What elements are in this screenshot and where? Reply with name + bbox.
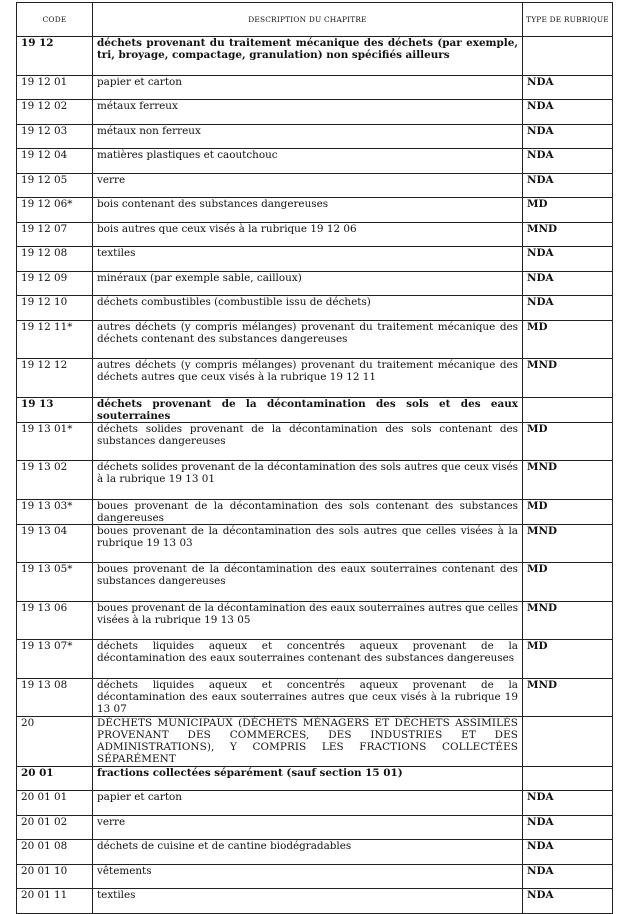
description-cell: bois autres que ceux visés à la rubrique 19 12 06 [93,222,523,247]
table-row [17,864,613,889]
waste-code-cell: 19 12 07 [17,222,93,247]
rubric-type-cell: NDA [523,247,613,272]
description-cell: métaux ferreux [93,100,523,125]
table-row [17,173,613,198]
waste-code-table [16,2,613,914]
rubric-type-cell: MD [523,563,613,602]
table-row [17,149,613,174]
description-cell: autres déchets (y compris mélanges) provenant du traitement mécanique des déchets contenant des substances dangereuses [93,320,523,359]
description-cell: autres déchets (y compris mélanges) provenant du traitement mécanique des déchets autres que ceux visés à la rubrique 19 12 11 [93,359,523,398]
waste-code-cell: 19 12 04 [17,149,93,174]
description-cell: papier et carton [93,791,523,816]
waste-code-cell: 19 12 03 [17,124,93,149]
description-cell: déchets liquides aqueux et concentrés aqueux provenant de la décontamination des eaux souterraines contenant des substances dangereuses [93,640,523,679]
rubric-type-cell: NDA [523,889,613,914]
waste-code-cell: 19 12 08 [17,247,93,272]
table-row [17,222,613,247]
waste-code-cell: 19 12 10 [17,296,93,321]
description-cell: déchets provenant du traitement mécanique des déchets (par exemple, tri, broyage, compactage, granulation) non spécifiés ailleurs [93,37,523,76]
description-cell: textiles [93,247,523,272]
waste-code-cell: 19 13 08 [17,678,93,717]
rubric-type-cell: NDA [523,840,613,865]
rubric-type-cell [523,397,613,422]
table-row [17,359,613,398]
rubric-type-cell [523,717,613,767]
rubric-type-cell [523,37,613,76]
waste-code-cell: 20 [17,717,93,767]
rubric-type-cell [523,766,613,791]
waste-code-cell: 20 01 02 [17,815,93,840]
table-header-row [17,3,613,37]
description-cell: déchets solides provenant de la décontamination des sols autres que ceux visés à la rubrique 19 13 01 [93,461,523,500]
rubric-type-cell: NDA [523,75,613,100]
table-row [17,320,613,359]
rubric-type-cell: MND [523,601,613,640]
description-cell: DÉCHETS MUNICIPAUX (DÉCHETS MÉNAGERS ET DÉCHETS ASSIMILÉS PROVENANT DES COMMERCES, DES INDUSTRIES ET DES ADMINISTRATIONS), Y COMPRIS LES FRACTIONS COLLECTÉES SÉPARÉMENT [93,717,523,767]
rubric-type-cell: MND [523,461,613,500]
description-cell: bois contenant des substances dangereuses [93,198,523,223]
description-cell: boues provenant de la décontamination des eaux souterraines autres que celles visées à la rubrique 19 13 05 [93,601,523,640]
rubric-type-cell: NDA [523,100,613,125]
description-cell: papier et carton [93,75,523,100]
table-row [17,397,613,422]
table-row [17,840,613,865]
table-row [17,563,613,602]
waste-code-cell: 19 12 01 [17,75,93,100]
description-cell: déchets combustibles (combustible issu de déchets) [93,296,523,321]
waste-code-cell: 19 13 06 [17,601,93,640]
table-row [17,640,613,679]
rubric-type-cell: NDA [523,791,613,816]
table-row [17,889,613,914]
waste-code-cell: 19 12 [17,37,93,76]
column-header-description: DESCRIPTION DU CHAPITRE [93,3,523,37]
waste-code-cell: 19 12 06* [17,198,93,223]
rubric-type-cell: MD [523,499,613,524]
rubric-type-cell: MND [523,678,613,717]
table-row [17,461,613,500]
table-row [17,499,613,524]
rubric-type-cell: NDA [523,815,613,840]
description-cell: déchets solides provenant de la décontamination des sols contenant des substances dangereuses [93,422,523,461]
description-cell: boues provenant de la décontamination des eaux souterraines contenant des substances dangereuses [93,563,523,602]
waste-code-cell: 20 01 11 [17,889,93,914]
rubric-type-cell: MD [523,198,613,223]
waste-code-cell: 20 01 10 [17,864,93,889]
table-row [17,247,613,272]
waste-code-cell: 19 13 [17,397,93,422]
waste-code-cell: 19 12 05 [17,173,93,198]
description-cell: matières plastiques et caoutchouc [93,149,523,174]
table-row [17,296,613,321]
waste-code-cell: 19 13 01* [17,422,93,461]
table-body [17,37,613,914]
waste-code-cell: 19 13 05* [17,563,93,602]
description-cell: verre [93,173,523,198]
table-row [17,791,613,816]
rubric-type-cell: MND [523,222,613,247]
description-cell: textiles [93,889,523,914]
rubric-type-cell: MND [523,524,613,563]
table-row [17,717,613,767]
description-cell: boues provenant de la décontamination des sols autres que celles visées à la rubrique 19 13 03 [93,524,523,563]
description-cell: déchets liquides aqueux et concentrés aqueux provenant de la décontamination des eaux souterraines autres que ceux visés à la rubrique 19 13 07 [93,678,523,717]
table-row [17,678,613,717]
table-row [17,37,613,76]
waste-code-cell: 19 12 11* [17,320,93,359]
table-row [17,601,613,640]
waste-code-cell: 19 13 03* [17,499,93,524]
table-row [17,766,613,791]
description-cell: minéraux (par exemple sable, cailloux) [93,271,523,296]
table-row [17,100,613,125]
table-row [17,271,613,296]
table-row [17,75,613,100]
rubric-type-cell: MD [523,640,613,679]
waste-code-cell: 19 13 04 [17,524,93,563]
table-row [17,124,613,149]
description-cell: vêtements [93,864,523,889]
waste-code-cell: 20 01 01 [17,791,93,816]
waste-code-cell: 19 12 12 [17,359,93,398]
waste-code-cell: 20 01 [17,766,93,791]
description-cell: déchets de cuisine et de cantine biodégradables [93,840,523,865]
description-cell: déchets provenant de la décontamination des sols et des eaux souterraines [93,397,523,422]
rubric-type-cell: NDA [523,149,613,174]
column-header-code: CODE [17,3,93,37]
waste-code-cell: 19 12 09 [17,271,93,296]
description-cell: boues provenant de la décontamination des sols contenant des substances dangereuses [93,499,523,524]
rubric-type-cell: MD [523,422,613,461]
rubric-type-cell: NDA [523,296,613,321]
column-header-type: TYPE DE RUBRIQUE [523,3,613,37]
table-row [17,815,613,840]
table-row [17,198,613,223]
description-cell: métaux non ferreux [93,124,523,149]
rubric-type-cell: NDA [523,173,613,198]
waste-code-cell: 19 12 02 [17,100,93,125]
rubric-type-cell: MND [523,359,613,398]
rubric-type-cell: NDA [523,271,613,296]
table-row [17,422,613,461]
description-cell: fractions collectées séparément (sauf section 15 01) [93,766,523,791]
rubric-type-cell: MD [523,320,613,359]
waste-code-cell: 19 13 02 [17,461,93,500]
rubric-type-cell: NDA [523,864,613,889]
waste-code-cell: 19 13 07* [17,640,93,679]
description-cell: verre [93,815,523,840]
waste-code-cell: 20 01 08 [17,840,93,865]
table-row [17,524,613,563]
rubric-type-cell: NDA [523,124,613,149]
